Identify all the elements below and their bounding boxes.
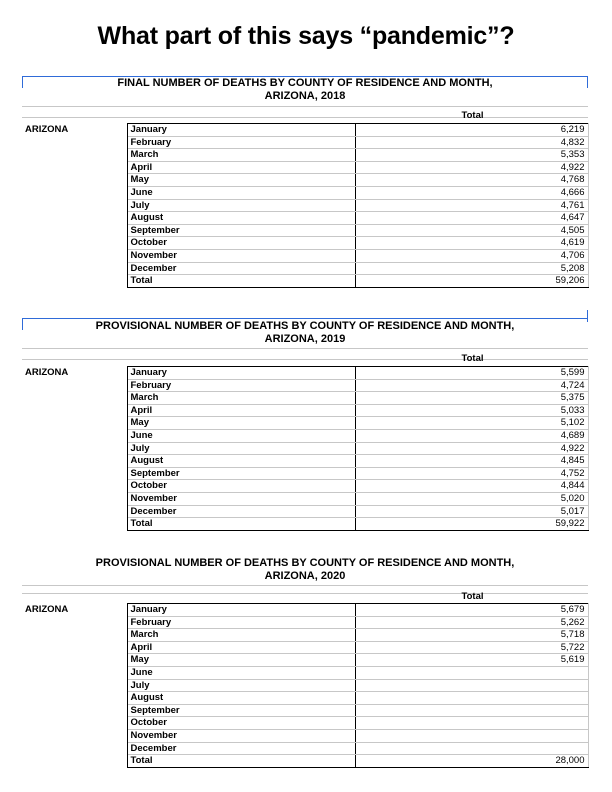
table-row: [22, 704, 588, 717]
state-cell: [22, 275, 127, 288]
month-label: July: [127, 442, 355, 455]
state-cell: [22, 704, 127, 717]
state-label: ARIZONA: [22, 124, 127, 137]
table-row: [22, 467, 588, 480]
table-title-line1: PROVISIONAL NUMBER OF DEATHS BY COUNTY OF RESIDENCE AND MONTH,: [95, 320, 515, 332]
state-cell: [22, 692, 127, 705]
table-title-line2: ARIZONA, 2019: [264, 333, 346, 345]
death-count: 4,832: [355, 136, 588, 149]
deaths-table-2018: [22, 123, 589, 288]
grid-line: [22, 585, 588, 586]
table-row: [22, 124, 588, 137]
death-count: 4,844: [355, 480, 588, 493]
column-header-total: Total: [461, 353, 484, 364]
month-label: January: [127, 604, 355, 617]
month-label: April: [127, 404, 355, 417]
month-label: February: [127, 379, 355, 392]
table-row: [22, 616, 588, 629]
deaths-table-2020: [22, 603, 589, 768]
death-count: [355, 742, 588, 755]
table-row: [22, 404, 588, 417]
death-count: 4,922: [355, 161, 588, 174]
state-cell: [22, 212, 127, 225]
table-row: [22, 518, 588, 531]
death-count: 4,619: [355, 237, 588, 250]
month-label: Total: [127, 518, 355, 531]
month-label: May: [127, 174, 355, 187]
death-count: 5,722: [355, 641, 588, 654]
month-label: May: [127, 417, 355, 430]
table-row: [22, 275, 588, 288]
death-count: 5,599: [355, 367, 588, 380]
death-count: 4,505: [355, 224, 588, 237]
month-label: February: [127, 136, 355, 149]
month-label: August: [127, 212, 355, 225]
state-cell: [22, 717, 127, 730]
month-label: January: [127, 124, 355, 137]
state-cell: [22, 237, 127, 250]
table-row: [22, 161, 588, 174]
table-row: [22, 692, 588, 705]
table-title: [22, 76, 588, 103]
table-row: [22, 224, 588, 237]
month-label: July: [127, 679, 355, 692]
month-label: August: [127, 455, 355, 468]
grid-line: [22, 106, 588, 107]
state-cell: [22, 505, 127, 518]
death-count: 4,752: [355, 467, 588, 480]
month-label: October: [127, 480, 355, 493]
death-count: 4,761: [355, 199, 588, 212]
table-row: [22, 262, 588, 275]
table-section-2018: [22, 76, 588, 287]
table-section-2019: [22, 318, 588, 530]
deaths-table-2019: [22, 366, 589, 531]
death-count: [355, 717, 588, 730]
death-count: 59,922: [355, 518, 588, 531]
state-cell: [22, 429, 127, 442]
table-row: [22, 379, 588, 392]
month-label: June: [127, 666, 355, 679]
state-cell: [22, 174, 127, 187]
month-label: April: [127, 641, 355, 654]
death-count: 5,375: [355, 392, 588, 405]
state-cell: [22, 149, 127, 162]
death-count: 5,679: [355, 604, 588, 617]
table-title-line2: ARIZONA, 2020: [264, 570, 346, 582]
month-label: Total: [127, 755, 355, 768]
table-row: [22, 505, 588, 518]
death-count: [355, 666, 588, 679]
state-cell: [22, 729, 127, 742]
table-row: [22, 392, 588, 405]
state-cell: [22, 161, 127, 174]
month-label: November: [127, 729, 355, 742]
month-label: March: [127, 629, 355, 642]
death-count: 5,033: [355, 404, 588, 417]
divider-tick: [587, 310, 588, 322]
month-label: September: [127, 224, 355, 237]
table-row: [22, 212, 588, 225]
death-count: 5,102: [355, 417, 588, 430]
state-cell: [22, 379, 127, 392]
death-count: 5,020: [355, 492, 588, 505]
table-row: [22, 455, 588, 468]
table-section-2020: [22, 553, 588, 767]
state-cell: [22, 492, 127, 505]
death-count: 5,017: [355, 505, 588, 518]
state-cell: [22, 679, 127, 692]
state-cell: [22, 404, 127, 417]
death-count: 5,619: [355, 654, 588, 667]
state-cell: [22, 455, 127, 468]
table-title-line1: FINAL NUMBER OF DEATHS BY COUNTY OF RESIDENCE AND MONTH,: [117, 77, 493, 89]
month-label: November: [127, 492, 355, 505]
state-cell: [22, 654, 127, 667]
death-count: [355, 704, 588, 717]
state-cell: [22, 629, 127, 642]
state-cell: [22, 742, 127, 755]
table-title-line2: ARIZONA, 2018: [264, 90, 346, 102]
divider-tick: [587, 76, 588, 88]
state-cell: [22, 249, 127, 262]
state-cell: [22, 199, 127, 212]
month-label: November: [127, 249, 355, 262]
table-row: [22, 174, 588, 187]
death-count: 4,845: [355, 455, 588, 468]
state-cell: [22, 262, 127, 275]
death-count: 5,262: [355, 616, 588, 629]
state-cell: [22, 186, 127, 199]
death-count: [355, 679, 588, 692]
state-cell: [22, 136, 127, 149]
month-label: December: [127, 262, 355, 275]
month-label: December: [127, 505, 355, 518]
table-row: [22, 641, 588, 654]
table-row: [22, 629, 588, 642]
table-title: [22, 553, 588, 583]
table-row: [22, 136, 588, 149]
state-cell: [22, 417, 127, 430]
state-cell: [22, 755, 127, 768]
death-count: 5,718: [355, 629, 588, 642]
death-count: [355, 692, 588, 705]
month-label: June: [127, 429, 355, 442]
table-row: [22, 666, 588, 679]
state-label: ARIZONA: [22, 604, 127, 617]
table-row: [22, 149, 588, 162]
state-cell: [22, 480, 127, 493]
death-count: 4,922: [355, 442, 588, 455]
death-count: [355, 729, 588, 742]
column-header-total: Total: [461, 591, 484, 602]
table-row: [22, 186, 588, 199]
death-count: 4,706: [355, 249, 588, 262]
month-label: December: [127, 742, 355, 755]
state-cell: [22, 442, 127, 455]
death-count: 4,724: [355, 379, 588, 392]
month-label: Total: [127, 275, 355, 288]
state-cell: [22, 467, 127, 480]
death-count: 59,206: [355, 275, 588, 288]
month-label: October: [127, 237, 355, 250]
table-title-line1: PROVISIONAL NUMBER OF DEATHS BY COUNTY OF RESIDENCE AND MONTH,: [95, 557, 515, 569]
state-label: ARIZONA: [22, 367, 127, 380]
table-row: [22, 442, 588, 455]
table-row: [22, 237, 588, 250]
month-label: February: [127, 616, 355, 629]
divider-line: [22, 318, 588, 319]
month-label: August: [127, 692, 355, 705]
page-headline: What part of this says “pandemic”?: [97, 22, 515, 50]
month-label: June: [127, 186, 355, 199]
table-row: [22, 729, 588, 742]
death-count: 4,647: [355, 212, 588, 225]
table-row: [22, 604, 588, 617]
state-cell: [22, 224, 127, 237]
death-count: 5,208: [355, 262, 588, 275]
death-count: 4,689: [355, 429, 588, 442]
table-row: [22, 654, 588, 667]
month-label: July: [127, 199, 355, 212]
month-label: October: [127, 717, 355, 730]
divider-tick: [22, 76, 23, 88]
month-label: March: [127, 392, 355, 405]
table-title: [22, 318, 588, 346]
death-count: 6,219: [355, 124, 588, 137]
grid-line: [22, 348, 588, 349]
death-count: 4,768: [355, 174, 588, 187]
month-label: September: [127, 467, 355, 480]
state-cell: [22, 392, 127, 405]
death-count: 5,353: [355, 149, 588, 162]
table-row: [22, 742, 588, 755]
column-header-total: Total: [461, 110, 484, 121]
table-row: [22, 249, 588, 262]
month-label: April: [127, 161, 355, 174]
state-cell: [22, 641, 127, 654]
month-label: May: [127, 654, 355, 667]
state-cell: [22, 616, 127, 629]
death-count: 4,666: [355, 186, 588, 199]
state-cell: [22, 518, 127, 531]
month-label: March: [127, 149, 355, 162]
table-row: [22, 492, 588, 505]
table-row: [22, 480, 588, 493]
table-row: [22, 755, 588, 768]
table-row: [22, 429, 588, 442]
table-row: [22, 367, 588, 380]
table-row: [22, 417, 588, 430]
death-count: 28,000: [355, 755, 588, 768]
table-row: [22, 199, 588, 212]
month-label: January: [127, 367, 355, 380]
divider-tick: [22, 318, 23, 330]
divider-line: [22, 76, 588, 77]
state-cell: [22, 666, 127, 679]
month-label: September: [127, 704, 355, 717]
table-row: [22, 679, 588, 692]
table-row: [22, 717, 588, 730]
